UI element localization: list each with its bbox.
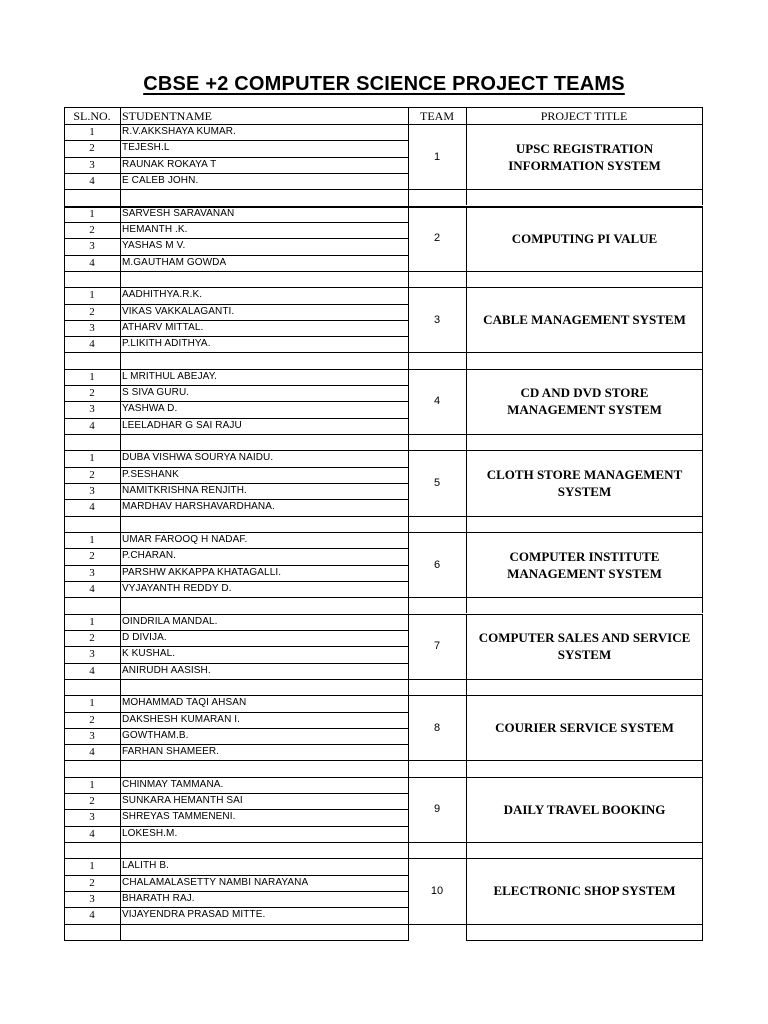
student-name-cell: OINDRILA MANDAL. [122, 615, 218, 627]
student-name-cell: RAUNAK ROKAYA T [122, 158, 217, 170]
sl-no-cell: 1 [89, 126, 95, 138]
student-name-cell: DUBA VISHWA SOURYA NAIDU. [122, 452, 274, 464]
project-title-line: SYSTEM [557, 647, 612, 663]
row-divider [64, 352, 409, 353]
sl-no-cell: 4 [89, 501, 95, 514]
team-block-bottom [408, 516, 703, 517]
sl-no-cell: 1 [89, 778, 95, 791]
project-title-line: CD AND DVD STORE [520, 385, 649, 401]
table-right-border [702, 597, 703, 613]
student-name-cell: L MRITHUL ABEJAY. [122, 370, 218, 382]
column-divider [408, 777, 409, 859]
project-title-line: ELECTRONIC SHOP SYSTEM [493, 883, 676, 899]
team-block-bottom [408, 842, 703, 843]
project-title-line: CLOTH STORE MANAGEMENT [486, 466, 683, 482]
student-name-cell: R.V.AKKSHAYA KUMAR. [122, 126, 236, 137]
column-divider [466, 842, 467, 858]
student-name-cell: E CALEB JOHN. [122, 174, 199, 186]
team-block-bottom [408, 189, 703, 190]
student-name-cell: LEELADHAR G SAI RAJU [122, 419, 242, 431]
project-title-line: COMPUTING PI VALUE [511, 230, 658, 246]
table-right-border [702, 287, 703, 352]
table-right-border [702, 369, 703, 434]
sl-no-cell: 3 [89, 158, 95, 171]
table-right-border [702, 189, 703, 205]
sl-no-cell: 2 [89, 876, 95, 889]
team-number: 8 [433, 721, 441, 734]
project-title [467, 369, 702, 434]
team-number: 2 [433, 232, 441, 245]
header-project-title: PROJECT TITLE [540, 109, 628, 123]
project-title [467, 858, 702, 923]
sl-no-cell: 3 [89, 240, 95, 253]
sl-no-cell: 3 [89, 648, 95, 661]
project-title [467, 532, 702, 597]
row-divider [64, 434, 409, 435]
column-divider [466, 516, 467, 532]
project-title [467, 695, 702, 760]
sl-no-cell: 3 [89, 566, 95, 579]
student-name-cell: VIKAS VAKKALAGANTI. [122, 305, 235, 317]
project-title-line: DAILY TRAVEL BOOKING [503, 801, 666, 817]
sl-no-cell: 3 [89, 893, 95, 905]
row-divider [64, 271, 409, 272]
sl-no-cell: 4 [89, 909, 95, 922]
student-name-cell: K KUSHAL. [122, 648, 176, 660]
project-title-line: COMPUTER SALES AND SERVICE [478, 630, 691, 646]
header-team: TEAM [420, 109, 454, 123]
header-sl-no: SL.NO. [73, 109, 111, 123]
column-divider [466, 352, 467, 368]
header-student-name: STUDENTNAME [122, 109, 212, 123]
student-name-cell: FARHAN SHAMEER. [122, 746, 220, 758]
student-name-cell: MARDHAV HARSHAVARDHANA. [122, 501, 275, 513]
team-number: 1 [433, 150, 441, 163]
project-title [467, 450, 702, 515]
column-divider [408, 614, 409, 696]
student-name-cell: HEMANTH .K. [122, 223, 188, 235]
sl-no-cell: 4 [89, 419, 95, 432]
project-title-line: MANAGEMENT SYSTEM [507, 402, 662, 418]
project-title [467, 206, 702, 271]
row-divider [64, 842, 409, 843]
table-right-border [702, 777, 703, 842]
sl-no-cell: 3 [89, 729, 95, 742]
student-name-cell: NAMITKRISHNA RENJITH. [122, 485, 247, 496]
header-right-border [702, 107, 703, 124]
project-title-line: SYSTEM [557, 483, 612, 499]
student-name-cell: SHREYAS TAMMENENI. [122, 811, 236, 823]
column-divider [408, 287, 409, 369]
student-name-cell: VIJAYENDRA PRASAD MITTE. [122, 909, 266, 921]
table-right-border [702, 614, 703, 679]
student-name-cell: LALITH B. [122, 860, 170, 872]
sl-no-cell: 4 [89, 746, 95, 759]
project-title-line: COMPUTER INSTITUTE [509, 548, 660, 564]
column-divider [408, 695, 409, 777]
sl-no-cell: 1 [89, 452, 95, 465]
table-right-border [702, 695, 703, 760]
page-title: CBSE +2 COMPUTER SCIENCE PROJECT TEAMS [143, 73, 625, 95]
student-name-cell: M.GAUTHAM GOWDA [122, 256, 227, 268]
sl-no-cell: 2 [89, 142, 95, 155]
row-divider [64, 189, 409, 190]
table-right-border [702, 206, 703, 271]
team-block-bottom [408, 352, 703, 353]
student-name-cell: MOHAMMAD TAQI AHSAN [122, 697, 247, 709]
student-name-cell: BHARATH RAJ. [122, 893, 195, 904]
student-name-cell: D DIVIJA. [122, 631, 167, 643]
table-right-border [702, 450, 703, 515]
sl-no-cell: 4 [89, 827, 95, 840]
sl-no-cell: 2 [89, 713, 95, 726]
sl-no-cell: 2 [89, 631, 95, 644]
student-name-cell: CHALAMALASETTY NAMBI NARAYANA [122, 876, 309, 888]
project-title [467, 777, 702, 842]
sl-no-cell: 3 [89, 485, 95, 497]
project-title-line: INFORMATION SYSTEM [508, 157, 661, 173]
row-divider [64, 924, 409, 925]
column-divider [120, 206, 121, 288]
student-name-cell: VYJAYANTH REDDY D. [122, 582, 232, 594]
student-name-cell: PARSHW AKKAPPA KHATAGALLI. [122, 566, 282, 578]
team-block-bottom [408, 924, 703, 925]
student-name-cell: SARVESH SARAVANAN [122, 207, 235, 219]
sl-no-cell: 2 [89, 795, 95, 808]
sl-no-cell: 4 [89, 338, 95, 351]
row-divider [64, 760, 409, 761]
sl-no-cell: 1 [89, 860, 95, 873]
team-number: 6 [433, 558, 441, 571]
column-divider [120, 532, 121, 614]
student-name-cell: AADHITHYA.R.K. [122, 289, 203, 301]
row-divider [64, 597, 409, 598]
table-right-border [702, 858, 703, 923]
team-number: 5 [433, 477, 441, 489]
team-block-bottom [408, 271, 703, 272]
sl-no-cell: 4 [89, 256, 95, 269]
project-title [467, 614, 702, 679]
sl-no-cell: 2 [89, 550, 95, 563]
column-divider [120, 107, 121, 124]
table-right-border [702, 124, 703, 189]
project-title-line: UPSC REGISTRATION [515, 140, 654, 156]
column-divider [120, 695, 121, 777]
student-name-cell: UMAR FAROOQ H NADAF. [122, 534, 248, 545]
column-divider [466, 271, 467, 287]
column-divider [408, 206, 409, 288]
column-divider [408, 532, 409, 614]
sl-no-cell: 4 [89, 664, 95, 677]
student-name-cell: DAKSHESH KUMARAN I. [122, 713, 241, 725]
row-divider [64, 940, 409, 941]
project-title [467, 287, 702, 352]
project-title-line: COURIER SERVICE SYSTEM [495, 720, 674, 736]
student-name-cell: GOWTHAM.B. [122, 729, 189, 741]
student-name-cell: SUNKARA HEMANTH SAI [122, 795, 243, 807]
student-name-cell: P.LIKITH ADITHYA. [122, 338, 211, 350]
sl-no-cell: 2 [89, 223, 95, 236]
sl-no-cell: 2 [89, 305, 95, 318]
column-divider [120, 287, 121, 369]
student-name-cell: TEJESH.L [122, 142, 170, 154]
sl-no-cell: 1 [89, 207, 95, 220]
team-block-bottom [408, 597, 703, 598]
student-name-cell: S SIVA GURU. [122, 387, 190, 399]
column-divider [408, 369, 409, 451]
student-name-cell: P.CHARAN. [122, 550, 177, 562]
row-divider [64, 516, 409, 517]
student-name-cell: CHINMAY TAMMANA. [122, 778, 224, 790]
sl-no-cell: 1 [89, 534, 95, 546]
table-right-border [702, 760, 703, 776]
table-right-border [702, 516, 703, 532]
project-title-line: CABLE MANAGEMENT SYSTEM [483, 312, 686, 328]
table-right-border [702, 532, 703, 597]
sl-no-cell: 1 [89, 289, 95, 302]
sl-no-cell: 3 [89, 321, 95, 334]
sl-no-cell: 1 [89, 697, 95, 710]
column-divider [466, 679, 467, 695]
column-divider [466, 597, 467, 613]
row-divider [64, 679, 409, 680]
column-divider [408, 858, 409, 940]
column-divider [120, 614, 121, 696]
team-number: 9 [433, 803, 441, 816]
sl-no-cell: 3 [89, 403, 95, 416]
column-divider [466, 189, 467, 205]
table-right-border [702, 434, 703, 450]
team-number: 10 [430, 885, 444, 897]
student-name-cell: ANIRUDH AASISH. [122, 664, 211, 676]
column-divider [466, 434, 467, 450]
sl-no-cell: 2 [89, 387, 95, 400]
sl-no-cell: 3 [89, 811, 95, 824]
student-name-cell: YASHAS M V. [122, 240, 186, 252]
sl-no-cell: 4 [89, 174, 95, 187]
table-right-border [702, 352, 703, 368]
team-number: 4 [433, 395, 441, 408]
column-divider [466, 924, 467, 940]
table-right-border [702, 842, 703, 858]
team-block-bottom [408, 434, 703, 435]
student-name-cell: LOKESH.M. [122, 827, 178, 839]
sl-no-cell: 2 [89, 468, 95, 481]
spacer-bottom [466, 940, 703, 941]
sl-no-cell: 1 [89, 370, 95, 383]
column-divider [466, 760, 467, 776]
column-divider [120, 777, 121, 859]
project-title-line: MANAGEMENT SYSTEM [507, 565, 662, 581]
column-divider [408, 450, 409, 532]
team-block-bottom [408, 760, 703, 761]
team-block-bottom [408, 679, 703, 680]
column-divider [120, 369, 121, 451]
column-divider [120, 858, 121, 940]
column-divider [120, 450, 121, 532]
team-number: 7 [433, 640, 441, 653]
column-divider [120, 124, 121, 206]
sl-no-cell: 4 [89, 582, 95, 595]
table-right-border [702, 924, 703, 940]
column-divider [408, 124, 409, 206]
project-title [467, 124, 702, 189]
sl-no-cell: 1 [89, 615, 95, 628]
table-right-border [702, 271, 703, 287]
table-right-border [702, 679, 703, 695]
student-name-cell: P.SESHANK [122, 468, 179, 480]
student-name-cell: ATHARV MITTAL. [122, 321, 204, 333]
team-number: 3 [433, 313, 441, 326]
student-name-cell: YASHWA D. [122, 403, 178, 415]
